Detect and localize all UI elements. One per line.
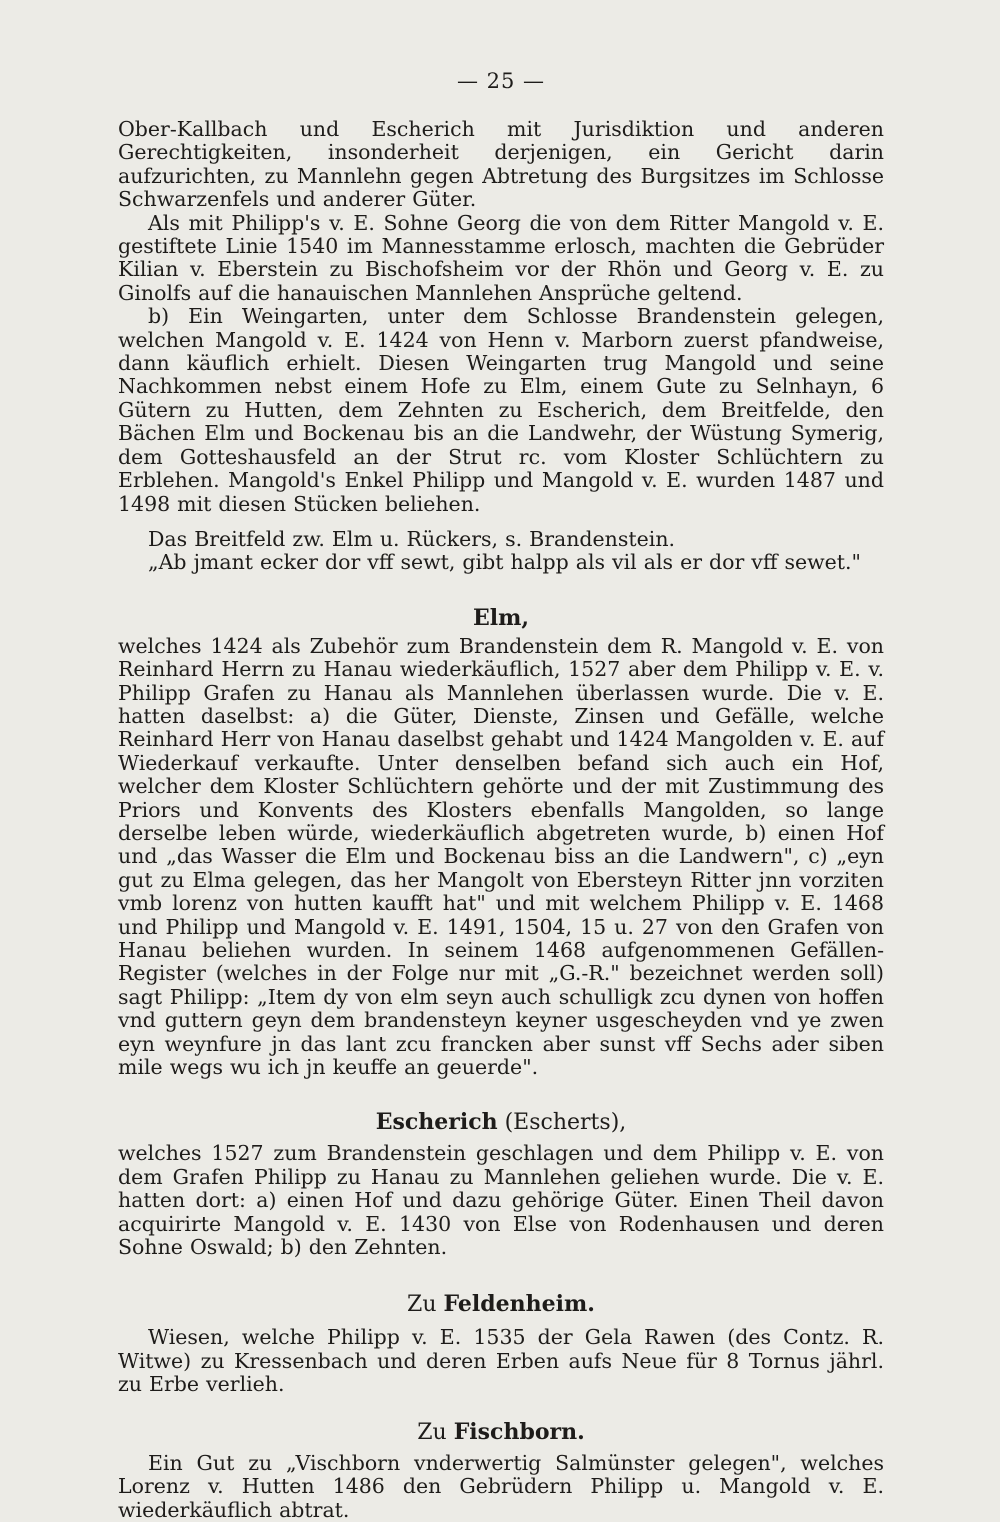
section-heading-elm: Elm, bbox=[472, 604, 530, 631]
section-heading-escherich bbox=[118, 1109, 884, 1136]
section-heading-fischborn bbox=[118, 1419, 884, 1446]
paragraph-weingarten: b) Ein Weingarten, unter dem Schlosse Brandenstein gelegen, welchen Mangold v. E. 1424 von Henn v. Marborn zuerst pfandweise, dann käuflich erhielt. Diesen Weingarten trug Mangold und seine Nachkommen nebst einem Hofe zu Elm, einem Gute zu Selnhayn, 6 Gütern zu Hutten, dem Zehnten zu Escherich, dem Breitfelde, den Bächen Elm und Bockenau bis an die Landwehr, der Wüstung Symerig, dem Gotteshausfeld an der Strut rc. vom Kloster Schlüchtern zu Erblehen. Mangold's Enkel Philipp und Mangold v. E. wurden 1487 und 1498 mit diesen Stücken beliehen. bbox=[118, 304, 884, 516]
paragraph-escherich: welches 1527 zum Brandenstein geschlagen und dem Philipp v. E. von dem Grafen Philipp zu Hanau zu Mannlehen geliehen wurde. Die v. E. hatten dort: a) einen Hof und dazu gehörige Güter. Einen Theil davon acquirirte Mangold v. E. 1430 von Else von Rodenhausen und deren Sohne Oswald; b) den Zehnten. bbox=[118, 1141, 884, 1260]
paragraph-elm: welches 1424 als Zubehör zum Brandenstein dem R. Mangold v. E. von Reinhard Herrn zu Hanau wiederkäuflich, 1527 aber dem Philipp v. E. v. Philipp Grafen zu Hanau als Mannlehen überlassen wurde. Die v. E. hatten daselbst: a) die Güter, Dienste, Zinsen und Gefälle, welche Reinhard Herr von Hanau daselbst gehabt und 1424 Mangolden v. E. auf Wiederkauf verkaufte. Unter denselben befand sich auch ein Hof, welcher dem Kloster Schlüchtern gehörte und der mit Zustimmung des Priors und Konvents des Klosters ebenfalls Mangolden, so lange derselbe leben würde, wiederkäuflich abgetreten wurde, b) einen Hof und „das Wasser die Elm und Bockenau biss an die Landwern", c) „eyn gut zu Elma gelegen, das her Mangolt von Ebersteyn Ritter jnn vorziten vmb lorenz von hutten kaufft hat" und mit welchem Philipp v. E. 1468 und Philipp und Mangold v. E. 1491, 1504, 15 u. 27 von den Grafen von Hanau beliehen wurden. In seinem 1468 aufgenommenen Gefällen-Register (welches in der Folge nur mit „G.-R." bezeichnet werden soll) sagt Philipp: „Item dy von elm seyn auch schulligk zcu dynen von hoffen vnd guttern geyn dem brandensteyn keyner usgescheyden vnd ye zwen eyn weynfure jn das lant zcu francken aber sunst vff Sechs ader siben mile wegs wu ich jn keuffe an geuerde". bbox=[118, 633, 884, 1080]
heading-escherich-rest: (Escherts), bbox=[497, 1110, 627, 1136]
section-heading-feldenheim bbox=[118, 1291, 884, 1318]
paragraph-fischborn: Ein Gut zu „Vischborn vnderwertig Salmünster gelegen", welches Lorenz v. Hutten 1486 den Gebrüdern Philipp u. Mangold v. E. wiederkäuflich abtrat. bbox=[118, 1450, 884, 1522]
heading-feldenheim-prefix: Zu bbox=[407, 1292, 444, 1318]
heading-fischborn-prefix: Zu bbox=[417, 1419, 454, 1445]
paragraph-breitfeld: Das Breitfeld zw. Elm u. Rückers, s. Brandenstein. bbox=[148, 526, 676, 551]
paragraph-ober-kallbach: Ober-Kallbach und Escherich mit Jurisdiktion und anderen Gerechtigkeiten, insonderheit derjenigen, ein Gericht darin aufzurichten, zu Mannlehn gegen Abtretung des Burgsitzes im Schlosse Schwarzenfels und anderer Güter. bbox=[118, 117, 884, 212]
paragraph-breitfeld-quote: „Ab jmant ecker dor vff sewt, gibt halpp als vil als er dor vff sewet." bbox=[148, 550, 861, 575]
heading-escherich-bold: Escherich bbox=[375, 1109, 498, 1136]
heading-feldenheim-bold: Feldenheim. bbox=[443, 1291, 595, 1318]
page-number: — 25 — bbox=[456, 69, 546, 93]
heading-fischborn-bold: Fischborn. bbox=[453, 1418, 585, 1445]
paragraph-mannesstamme: Als mit Philipp's v. E. Sohne Georg die von dem Ritter Mangold v. E. gestiftete Linie 1540 im Mannesstamme erlosch, machten die Gebrüder Kilian v. Eberstein zu Bischofsheim vor der Rhön und Georg v. E. zu Ginolfs auf die hanauischen Mannlehen Ansprüche geltend. bbox=[118, 210, 884, 305]
paragraph-feldenheim: Wiesen, welche Philipp v. E. 1535 der Gela Rawen (des Contz. R. Witwe) zu Kressenbach und deren Erben aufs Neue für 8 Tornus jährl. zu Erbe verlieh. bbox=[118, 1325, 884, 1397]
